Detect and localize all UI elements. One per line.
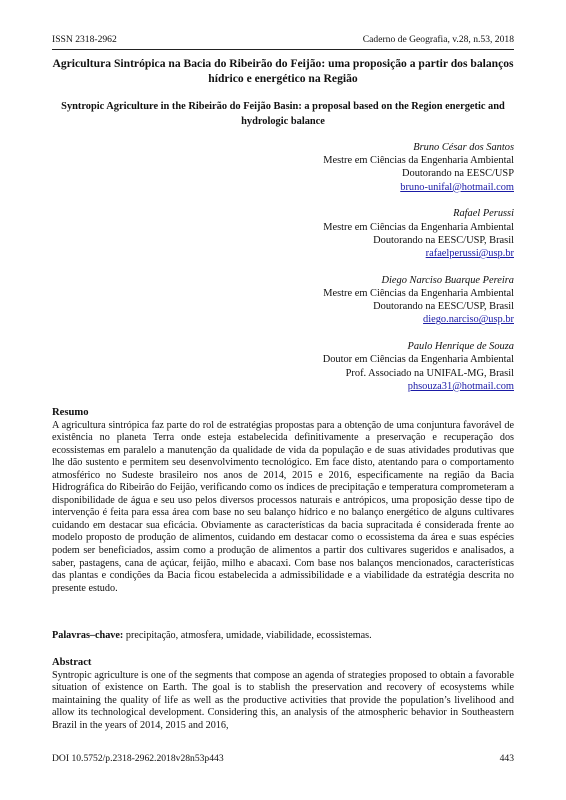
author-block [214, 207, 514, 260]
author-email-link[interactable]: diego.narciso@usp.br [423, 314, 514, 326]
author-name: Bruno César dos Santos [413, 142, 514, 153]
abstract-heading: Abstract [52, 657, 92, 668]
author-affiliation: Doutorando na EESC/USP, Brasil [373, 301, 514, 313]
author-degree: Mestre em Ciências da Engenharia Ambiental [323, 155, 514, 167]
author-affiliation: Doutorando na EESC/USP, Brasil [373, 234, 514, 246]
title-portuguese: Agricultura Sintrópica na Bacia do Ribeirão do Feijão: uma proposição a partir dos balanços hídrico e energético na Região [52, 57, 514, 85]
author-name: Rafael Perussi [453, 208, 514, 220]
author-name: Diego Narciso Buarque Pereira [381, 274, 514, 286]
author-affiliation: Prof. Associado na UNIFAL-MG, Brasil [345, 367, 514, 379]
title-english: Syntropic Agriculture in the Ribeirão do Feijão Basin: a proposal based on the Region energetic and hydrologic balance [61, 101, 505, 127]
author-email-link[interactable]: bruno-unifal@hotmail.com [400, 181, 514, 193]
issn-label: ISSN 2318-2962 [52, 34, 117, 45]
author-email-link[interactable]: rafaelperussi@usp.br [425, 248, 514, 260]
author-affiliation: Doutorando na EESC/USP [402, 168, 514, 180]
header-rule [52, 49, 514, 50]
author-list [214, 141, 514, 407]
author-block [214, 141, 514, 194]
author-block [214, 340, 514, 393]
keywords-label: Palavras–chave: [52, 630, 124, 641]
page-number: 443 [499, 753, 514, 764]
running-header [52, 34, 514, 48]
author-degree: Doutor em Ciências da Engenharia Ambiental [322, 354, 514, 366]
resumo-heading: Resumo [52, 407, 89, 418]
author-email-link[interactable]: phsouza31@hotmail.com [407, 380, 514, 392]
author-name: Paulo Henrique de Souza [407, 341, 514, 353]
author-degree: Mestre em Ciências da Engenharia Ambiental [323, 288, 514, 300]
page-footer [52, 753, 514, 764]
abstract-section [52, 657, 514, 732]
author-block [214, 274, 514, 327]
journal-citation: Caderno de Geografia, v.28, n.53, 2018 [362, 34, 514, 45]
doi-label: DOI 10.5752/p.2318-2962.2018v28n53p443 [52, 753, 224, 764]
resumo-section [52, 407, 514, 595]
abstract-body: Syntropic agriculture is one of the segments that compose an agenda of strategies proposed to obtain a favorable situation of existence on Earth. The goal is to stablish the preservation and recovery of ecosystems while maintaining the quality of life as well as the productive activities that provide the population’s livelihood and allow its technological development. Considering this, an analysis of the atmospheric behavior in Southeastern Brazil in the years of 2014, 2015 and 2016, [52, 669, 514, 731]
keywords-line [52, 630, 514, 643]
keywords-text: precipitação, atmosfera, umidade, viabilidade, ecossistemas. [123, 630, 372, 641]
author-degree: Mestre em Ciências da Engenharia Ambiental [323, 221, 514, 233]
resumo-body: A agricultura sintrópica faz parte do rol de estratégias propostas para a obtenção de uma conjuntura favorável de existência no planeta Terra onde esteja estabelecida definitivamente a preservação e recuperação dos ecossistemas em paralelo a manutenção da qualidade de vida da população e de suas atividades produtivas que lhe dão sustento e permitem seu desenvolvimento tecnológico. Em face disto, atentando para o comportamento atmosférico no Sudeste brasileiro nos anos de 2014, 2015 e 2016, especificamente na região da Bacia Hidrográfica do Ribeirão do Feijão, verificando como os índices de precipitação e temperatura comprometeram a disponibilidade de água e seu uso pelos diversos processos naturais e antrópicos, uma proposição desse tipo de intervenção é feita para essa área com base no seu balanço hídrico e no balanço energético de alguns cultivares cuidando em destacar sua eficácia. Obviamente as características da bacia supracitada é considerada frente ao modelo proposto de produção de alimentos, cuidando em destacar como o ecossistema da área e suas espécies podem ser beneficiados, assim como a produção de alimentos a partir dos cultivares sugeridos e analisados, a saber, pastagens, cana de açúcar, feijão, milho e abacaxi. Com base nos balanços mencionados, características das plantas e condições da Bacia ficou estabelecida a admissibilidade e a viabilidade da estratégia descrita no presente estudo. [52, 419, 514, 594]
